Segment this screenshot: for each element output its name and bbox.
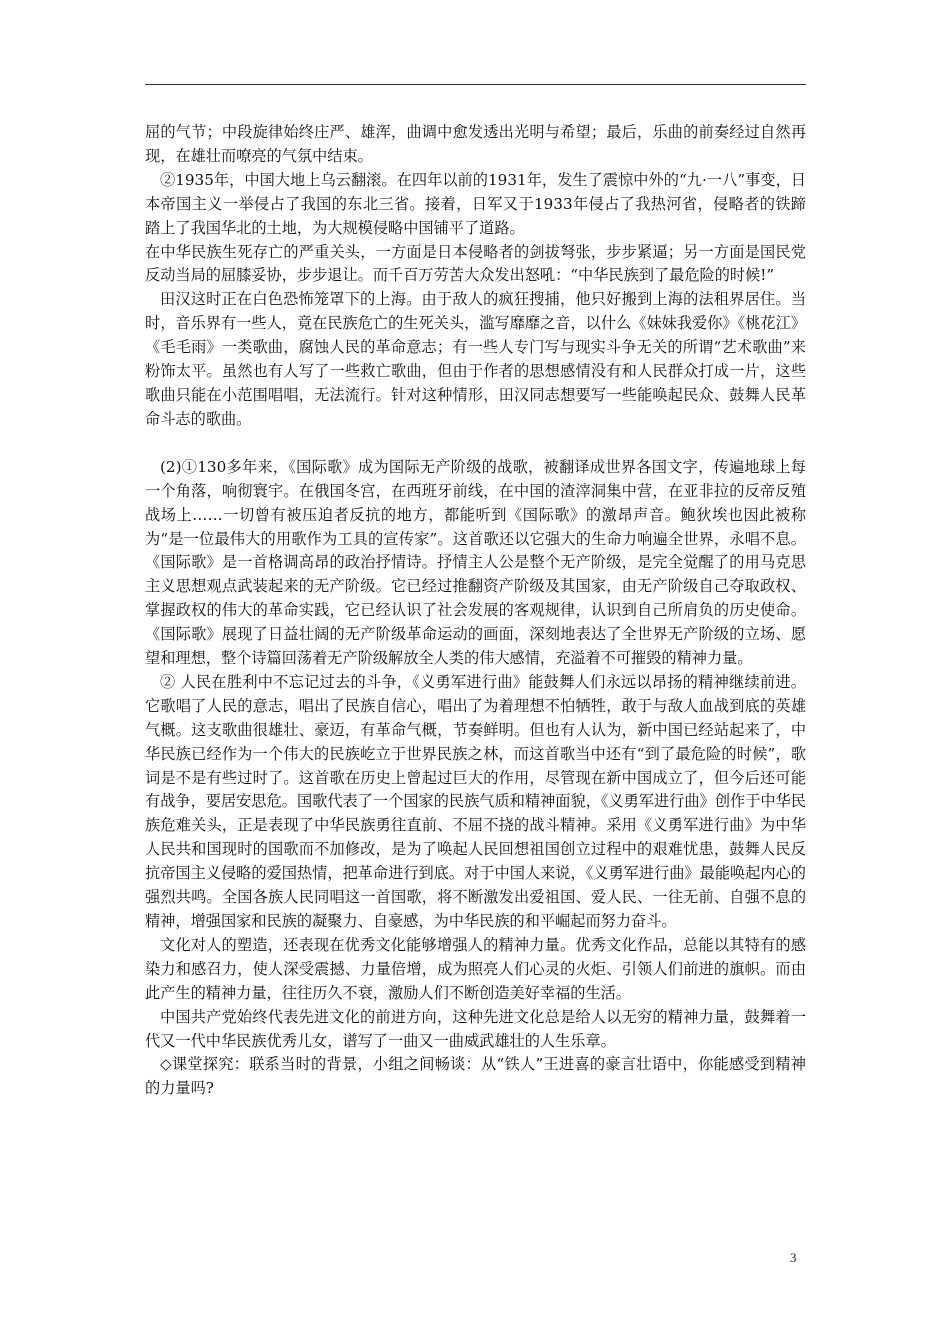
paragraph: ②1935年，中国大地上乌云翻滚。在四年以前的1931年，发生了震惊中外的“九·一八”事变，日本帝国主义一举侵占了我国的东北三省。接着，日军又于1933年侵占了我热河省，侵略者的铁蹄踏上了我国华北的土地，为大规模侵略中国铺平了道路。 bbox=[145, 170, 806, 237]
paragraph-gap bbox=[145, 432, 806, 456]
paragraph: 中国共产党始终代表先进文化的前进方向，这种先进文化总是给人以无穷的精神力量，鼓舞着一代又一代中华民族优秀儿女，谱写了一曲又一曲威武雄壮的人生乐章。 bbox=[145, 1007, 806, 1050]
page-number: 3 bbox=[790, 1250, 797, 1265]
header-rule bbox=[145, 84, 806, 85]
paragraph: ② 人民在胜利中不忘记过去的斗争，《义勇军进行曲》能鼓舞人们永远以昂扬的精神继续前进。它歌唱了人民的意志，唱出了民族自信心，唱出了为着理想不怕牺牲，敢于与敌人血战到底的英雄气概。这支歌曲很雄壮、豪迈，有革命气概，节奏鲜明。但也有人认为，新中国已经站起来了，中华民族已经作为一个伟大的民族屹立于世界民族之林，而这首歌当中还有“到了最危险的时候”，歌词是不是有些过时了。这首歌在历史上曾起过巨大的作用，尽管现在新中国成立了，但今后还可能有战争，要居安思危。国歌代表了一个国家的民族气质和精神面貌，《义勇军进行曲》创作于中华民族危难关头，正是表现了中华民族勇往直前、不屈不挠的战斗精神。采用《义勇军进行曲》为中华人民共和国现时的国歌而不加修改，是为了唤起人民回想祖国创立过程中的艰难忧患，鼓舞人民反抗帝国主义侵略的爱国热情，把革命进行到底。对于中国人来说，《义勇军进行曲》最能唤起内心的强烈共鸣。全国各族人民同唱这一首国歌，将不断激发出爱祖国、爱人民、一往无前、自强不息的精神，增强国家和民族的凝聚力、自豪感，为中华民族的和平崛起而努力奋斗。 bbox=[145, 672, 806, 930]
paragraph: 屈的气节；中段旋律始终庄严、雄浑，曲调中愈发透出光明与希望；最后，乐曲的前奏经过自然再现，在雄壮而嘹亮的气氛中结束。 bbox=[145, 123, 806, 165]
document-body bbox=[145, 121, 806, 1101]
paragraph: (2)①130多年来，《国际歌》成为国际无产阶级的战歌，被翻译成世界各国文字，传遍地球上每一个角落，响彻寰宇。在俄国冬宫，在西班牙前线，在中国的渣滓洞集中营，在亚非拉的反帝反殖战场上……一切曾有被压迫者反抗的地方，都能听到《国际歌》的激昂声音。鲍狄埃也因此被称为“是一位最伟大的用歌作为工具的宣传家”。这首歌还以它强大的生命力响遍全世界，永唱不息。《国际歌》是一首格调高昂的政治抒情诗。抒情主人公是整个无产阶级，是完全觉醒了的用马克思主义思想观点武装起来的无产阶级。它已经过推翻资产阶级及其国家，由无产阶级自己夺取政权、掌握政权的伟大的革命实践，它已经认识了社会发展的客观规律，认识到自己所肩负的历史使命。《国际歌》展现了日益壮阔的无产阶级革命运动的画面，深刻地表达了全世界无产阶级的立场、愿望和理想，整个诗篇回荡着无产阶级解放全人类的伟大感情，充溢着不可摧毁的精神力量。 bbox=[145, 457, 806, 668]
paragraph: 田汉这时正在白色恐怖笼罩下的上海。由于敌人的疯狂搜捕，他只好搬到上海的法租界居住。当时，音乐界有一些人，竟在民族危亡的生死关头，滥写靡靡之音，以什么《妹妹我爱你》《桃花江》《毛毛雨》一类歌曲，腐蚀人民的革命意志；有一些人专门写与现实斗争无关的所谓“艺术歌曲”来粉饰太平。虽然也有人写了一些救亡歌曲，但由于作者的思想感情没有和人民群众打成一片，这些歌曲只能在小范围唱唱，无法流行。针对这种情形，田汉同志想要写一些能唤起民众、鼓舞人民革命斗志的歌曲。 bbox=[145, 290, 806, 428]
paragraph: 文化对人的塑造，还表现在优秀文化能够增强人的精神力量。优秀文化作品，总能以其特有的感染力和感召力，使人深受震撼、力量倍增，成为照亮人们心灵的火炬、引领人们前进的旗帜。而由此产生的精神力量，往往历久不衰，激励人们不断创造美好幸福的生活。 bbox=[145, 935, 806, 1002]
paragraph: ◇课堂探究：联系当时的背景，小组之间畅谈：从“铁人”王进喜的豪言壮语中，你能感受到精神的力量吗? bbox=[145, 1055, 806, 1098]
paragraph: 在中华民族生死存亡的严重关头，一方面是日本侵略者的剑拔弩张，步步紧逼；另一方面是国民党反动当局的屈膝妥协，步步退让。而千百万劳苦大众发出怒吼：“中华民族到了最危险的时候!” bbox=[145, 242, 806, 285]
